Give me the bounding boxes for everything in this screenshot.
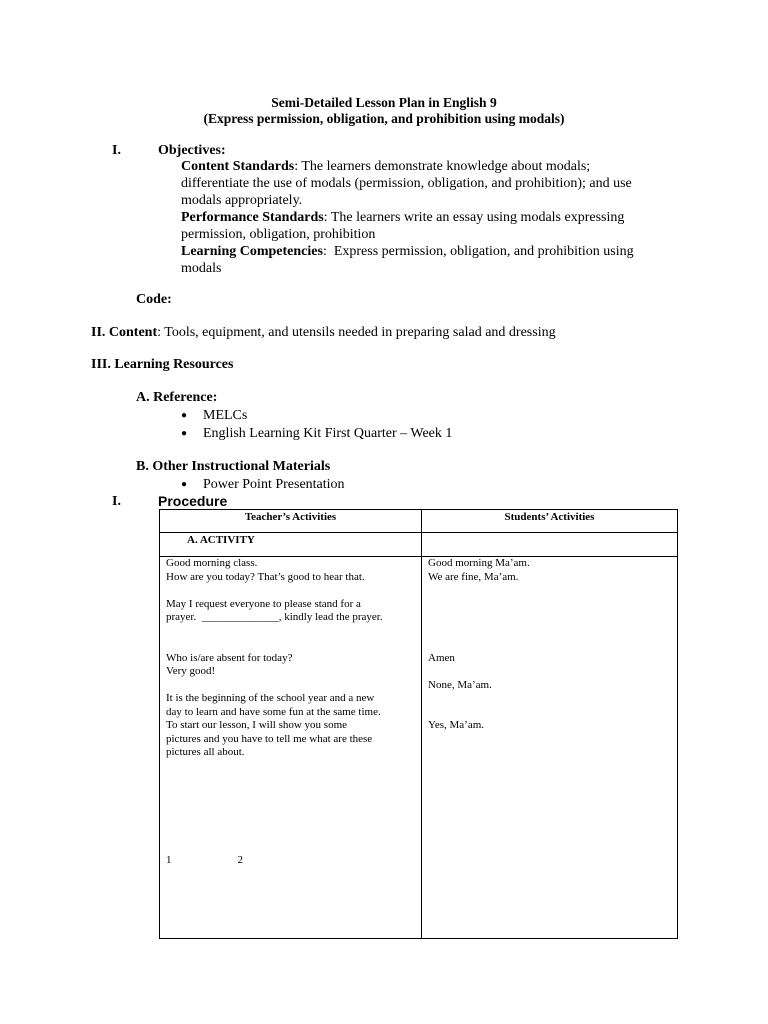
- activity-row: [160, 533, 678, 557]
- procedure-numeral: I.: [112, 494, 121, 509]
- activity-label-cell: [160, 533, 422, 557]
- content-text: : Tools, equipment, and utensils needed in preparing salad and dressing: [157, 325, 556, 340]
- activity-body-row: [160, 557, 678, 939]
- learning-competencies-text-1: : Express permission, obligation, and prohibition using: [322, 244, 634, 259]
- teacher-line: May I request everyone to please stand for a: [166, 597, 361, 610]
- teacher-line: [166, 760, 415, 774]
- other-materials-item-label: Power Point Presentation: [203, 477, 345, 492]
- teacher-line: [166, 800, 415, 814]
- reference-heading: A. Reference:: [136, 390, 218, 405]
- teacher-line: pictures all about.: [166, 746, 245, 758]
- teacher-line: day to learn and have some fun at the same time.: [166, 705, 381, 718]
- bullet-icon: ●: [181, 410, 188, 421]
- teacher-line: [166, 625, 415, 639]
- other-materials-item: [181, 477, 345, 493]
- teacher-line: [166, 814, 415, 828]
- content-standards-text-3: modals appropriately.: [181, 193, 303, 208]
- table-header-row: [160, 510, 678, 533]
- teacher-line: pictures and you have to tell me what are these: [166, 732, 373, 745]
- content-standards-label: Content Standards: [181, 159, 295, 174]
- student-line: [428, 665, 671, 679]
- reference-item-label: English Learning Kit First Quarter – Week 1: [203, 426, 453, 441]
- teacher-line: How are you today? That’s good to hear that.: [166, 570, 365, 583]
- students-activities-header: Students’ Activities: [422, 510, 678, 533]
- student-line: [428, 625, 671, 639]
- content-standards: [181, 158, 632, 209]
- teacher-line: 1 2: [166, 854, 243, 866]
- objectives-numeral: I.: [112, 143, 121, 158]
- teacher-line: [166, 787, 415, 801]
- student-line: [428, 692, 671, 706]
- student-line: Yes, Ma’am.: [428, 719, 485, 731]
- teacher-line: Very good!: [166, 665, 216, 677]
- teacher-line: To start our lesson, I will show you some: [166, 719, 348, 731]
- student-line: [428, 638, 671, 652]
- performance-standards-text-1: : The learners write an essay using modals expressing: [323, 210, 625, 225]
- student-line: [428, 611, 671, 625]
- teacher-line: [166, 841, 415, 855]
- teacher-line: Good morning class.: [166, 557, 258, 569]
- learning-competencies-label: Learning Competencies: [181, 244, 323, 259]
- students-activities-cell: [422, 557, 678, 939]
- teacher-line: [166, 584, 415, 598]
- teacher-line: [166, 773, 415, 787]
- document-title: Semi-Detailed Lesson Plan in English 9: [271, 95, 497, 110]
- student-line: [428, 706, 671, 720]
- document-subtitle: (Express permission, obligation, and prohibition using modals): [203, 111, 565, 126]
- content-standards-text-1: : The learners demonstrate knowledge about modals;: [294, 159, 591, 174]
- code-label: Code:: [136, 292, 172, 307]
- other-materials-heading: B. Other Instructional Materials: [136, 459, 331, 474]
- student-line: None, Ma’am.: [428, 678, 492, 691]
- student-line: [428, 584, 671, 598]
- content-section: [91, 325, 556, 341]
- objectives-heading: Objectives:: [158, 143, 226, 158]
- student-line: Good morning Ma’am.: [428, 557, 530, 569]
- student-line: Amen: [428, 651, 455, 664]
- teacher-activities-cell: [160, 557, 422, 939]
- learning-resources-heading: III. Learning Resources: [91, 357, 234, 372]
- performance-standards-label: Performance Standards: [181, 210, 324, 225]
- reference-item-learning-kit: [181, 426, 452, 442]
- teacher-line: Who is/are absent for today?: [166, 651, 293, 664]
- teacher-line: It is the beginning of the school year and a new: [166, 692, 375, 704]
- procedure-table: [159, 509, 678, 939]
- activity-label: A. ACTIVITY: [187, 534, 255, 546]
- learning-competencies: [181, 243, 634, 277]
- content-standards-text-2: differentiate the use of modals (permission, obligation, and prohibition); and use: [181, 176, 632, 191]
- teacher-line: prayer. ______________, kindly lead the prayer.: [166, 611, 383, 623]
- learning-competencies-text-2: modals: [181, 261, 222, 276]
- performance-standards-text-2: permission, obligation, prohibition: [181, 227, 376, 242]
- teacher-line: [166, 679, 415, 693]
- bullet-icon: ●: [181, 479, 188, 490]
- student-line: [428, 598, 671, 612]
- performance-standards: [181, 209, 624, 243]
- reference-item-melcs: [181, 408, 247, 424]
- teacher-line: [166, 638, 415, 652]
- activity-empty-cell: [422, 533, 678, 557]
- procedure-heading: Procedure: [158, 493, 228, 509]
- bullet-icon: ●: [181, 428, 188, 439]
- content-label: II. Content: [91, 325, 158, 340]
- teacher-line: [166, 827, 415, 841]
- reference-item-label: MELCs: [203, 408, 248, 423]
- teacher-activities-header: Teacher’s Activities: [160, 510, 422, 533]
- student-line: We are fine, Ma’am.: [428, 570, 519, 583]
